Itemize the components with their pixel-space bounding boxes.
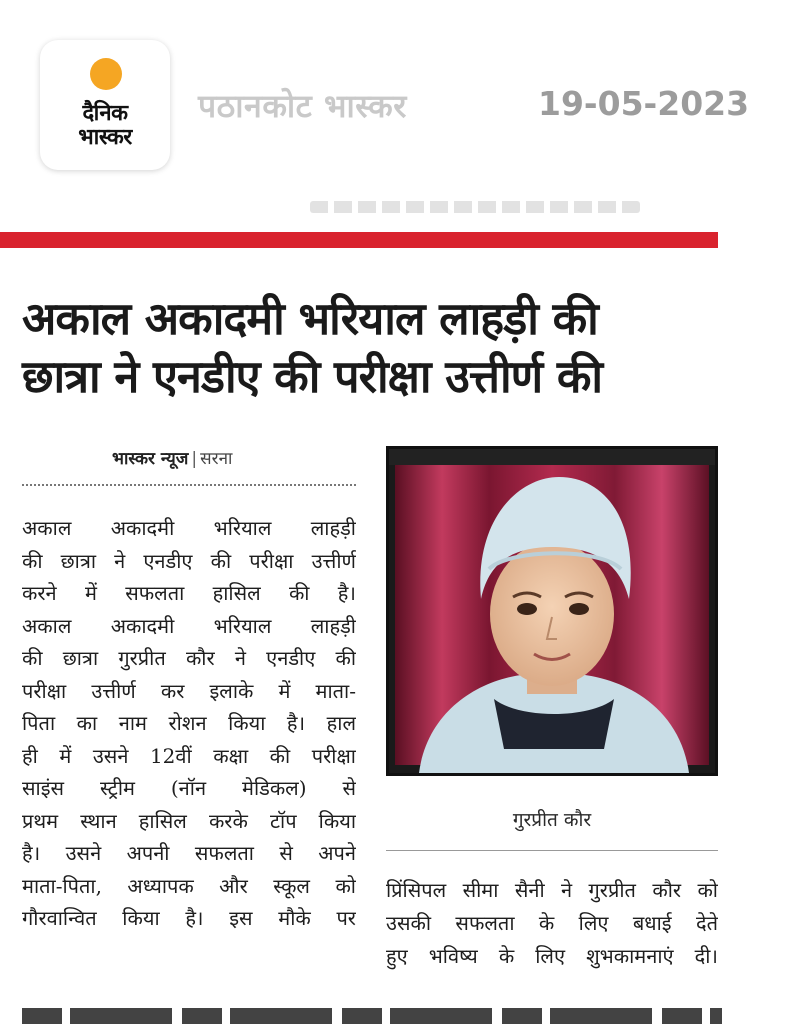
body-line: अकाल अकादमी भरियाल लाहड़ी — [22, 613, 356, 638]
article-headline — [22, 290, 722, 406]
byline — [112, 446, 232, 469]
side-line: उसकी सफलता के लिए बधाई देते — [386, 911, 718, 935]
publication-date: 19-05-2023 — [538, 84, 750, 123]
body-line: परीक्षा उत्तीर्ण कर इलाके में माता- — [22, 678, 356, 703]
body-line: की छात्रा गुरप्रीत कौर ने एनडीए की — [22, 646, 356, 670]
red-divider-bar — [0, 232, 718, 248]
byline-place: सरना — [200, 449, 233, 469]
body-line: की छात्रा ने एनडीए की परीक्षा उत्तीर्ण — [22, 548, 356, 573]
body-line: करने में सफलता हासिल की है। — [22, 581, 356, 605]
body-line: माता-पिता, अध्यापक और स्कूल को — [22, 873, 356, 898]
headline-line-1: अकाल अकादमी भरियाल लाहड़ी की — [22, 292, 598, 345]
body-line: साइंस स्ट्रीम (नॉन मेडिकल) से — [22, 776, 356, 800]
sun-icon — [90, 58, 122, 90]
caption-rule — [386, 850, 718, 851]
portrait-illustration — [389, 449, 715, 773]
cropped-next-headline — [22, 1008, 722, 1024]
logo-text-line2: भास्कर — [78, 125, 132, 150]
body-line: है। उसने अपनी सफलता से अपने — [22, 841, 356, 865]
byline-dotted-rule — [22, 484, 356, 486]
photo-caption: गुरप्रीत कौर — [512, 809, 592, 831]
cropped-text-strip — [310, 201, 640, 213]
body-line: पिता का नाम रोशन किया है। हाल — [22, 711, 356, 735]
side-line: हुए भविष्य के लिए शुभकामनाएं दी। — [386, 944, 718, 968]
headline-line-2: छात्रा ने एनडीए की परीक्षा उत्तीर्ण की — [22, 350, 603, 403]
byline-source: भास्कर न्यूज — [112, 449, 189, 469]
dainik-bhaskar-logo — [40, 40, 170, 170]
edition-name: पठानकोट भास्कर — [198, 87, 407, 125]
article-body — [22, 512, 356, 935]
byline-separator: | — [191, 449, 198, 469]
student-photo — [386, 446, 718, 776]
article-body-continued — [386, 874, 718, 973]
body-line: अकाल अकादमी भरियाल लाहड़ी — [22, 516, 356, 540]
body-line: प्रथम स्थान हासिल करके टॉप किया — [22, 808, 356, 833]
logo-text-line1: दैनिक — [82, 101, 128, 126]
side-line: प्रिंसिपल सीमा सैनी ने गुरप्रीत कौर को — [386, 878, 718, 902]
body-line: गौरवान्वित किया है। इस मौके पर — [22, 906, 356, 930]
body-line: ही में उसने 12वीं कक्षा की परीक्षा — [22, 743, 356, 768]
